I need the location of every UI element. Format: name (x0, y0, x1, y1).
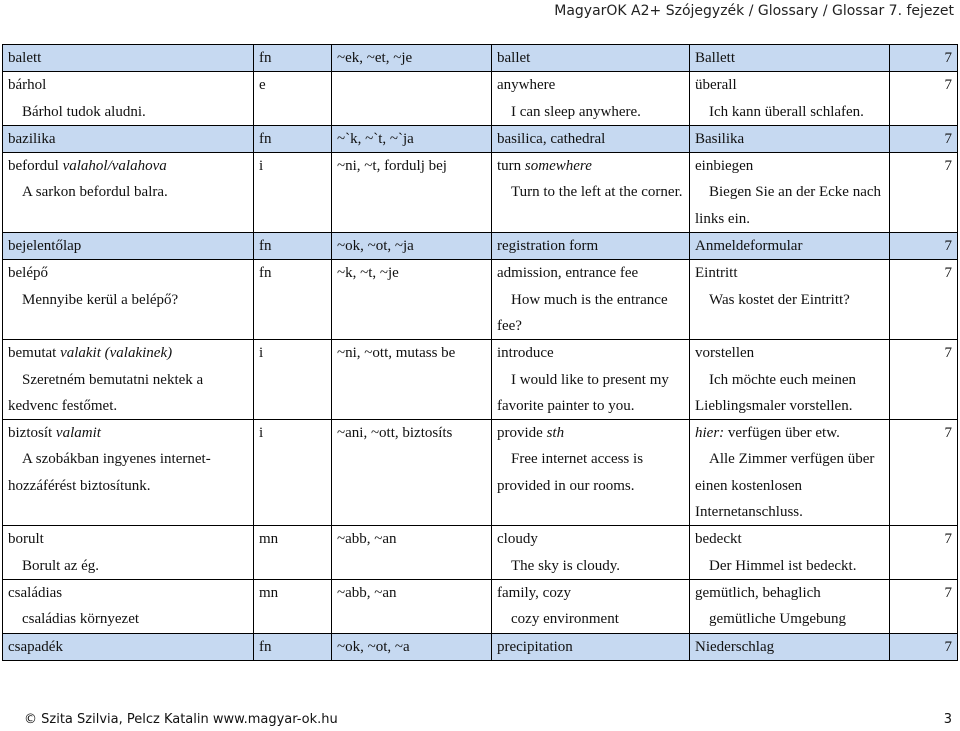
table-row (3, 125, 958, 152)
chapter-cell: 7 (890, 125, 958, 152)
page-header: MagyarOK A2+ Szójegyzék / Glossary / Glossar 7. fejezet (554, 3, 954, 19)
table-row (3, 579, 958, 633)
hungarian-cell: családias családias környezet (3, 579, 254, 633)
hungarian-cell: biztosít valamit A szobákban ingyenes internet-hozzáférést biztosítunk. (3, 420, 254, 526)
english-cell: registration form (492, 233, 690, 260)
table-row (3, 340, 958, 420)
forms-cell: ~abb, ~an (332, 526, 492, 580)
table-row (3, 72, 958, 126)
pos-cell: i (254, 340, 332, 420)
forms-cell: ~ni, ~ott, mutass be (332, 340, 492, 420)
forms-cell: ~ni, ~t, fordulj bej (332, 153, 492, 233)
page-number: 3 (943, 712, 952, 727)
chapter-cell: 7 (890, 579, 958, 633)
table-row (3, 233, 958, 260)
english-cell: family, cozy cozy environment (492, 579, 690, 633)
pos-cell: i (254, 153, 332, 233)
chapter-cell: 7 (890, 153, 958, 233)
pos-cell: fn (254, 125, 332, 152)
english-cell: introduce I would like to present my favorite painter to you. (492, 340, 690, 420)
chapter-cell: 7 (890, 526, 958, 580)
english-cell: basilica, cathedral (492, 125, 690, 152)
hungarian-cell: csapadék (3, 633, 254, 660)
table-row (3, 420, 958, 526)
german-cell: gemütlich, behaglich gemütliche Umgebung (690, 579, 890, 633)
chapter-cell: 7 (890, 45, 958, 72)
english-cell: precipitation (492, 633, 690, 660)
german-cell: einbiegen Biegen Sie an der Ecke nach links ein. (690, 153, 890, 233)
pos-cell: e (254, 72, 332, 126)
hungarian-cell: belépő Mennyibe kerül a belépő? (3, 260, 254, 340)
glossary-table (2, 44, 958, 661)
german-cell: Ballett (690, 45, 890, 72)
pos-cell: mn (254, 579, 332, 633)
hungarian-cell: befordul valahol/valahova A sarkon befordul balra. (3, 153, 254, 233)
german-cell: Basilika (690, 125, 890, 152)
forms-cell: ~ani, ~ott, biztosíts (332, 420, 492, 526)
footer-credit: © Szita Szilvia, Pelcz Katalin www.magyar-ok.hu (24, 712, 338, 727)
table-row (3, 633, 958, 660)
forms-cell: ~`k, ~`t, ~`ja (332, 125, 492, 152)
english-cell: turn somewhere Turn to the left at the corner. (492, 153, 690, 233)
chapter-cell: 7 (890, 420, 958, 526)
forms-cell: ~ok, ~ot, ~a (332, 633, 492, 660)
table-row (3, 260, 958, 340)
hungarian-cell: bemutat valakit (valakinek) Szeretném bemutatni nektek a kedvenc festőmet. (3, 340, 254, 420)
chapter-cell: 7 (890, 260, 958, 340)
english-cell: anywhere I can sleep anywhere. (492, 72, 690, 126)
chapter-cell: 7 (890, 340, 958, 420)
english-cell: cloudy The sky is cloudy. (492, 526, 690, 580)
german-cell: bedeckt Der Himmel ist bedeckt. (690, 526, 890, 580)
german-cell: überall Ich kann überall schlafen. (690, 72, 890, 126)
forms-cell (332, 72, 492, 126)
german-cell: Anmeldeformular (690, 233, 890, 260)
hungarian-cell: bazilika (3, 125, 254, 152)
pos-cell: mn (254, 526, 332, 580)
hungarian-cell: bárhol Bárhol tudok aludni. (3, 72, 254, 126)
pos-cell: fn (254, 260, 332, 340)
german-cell: Niederschlag (690, 633, 890, 660)
pos-cell: fn (254, 633, 332, 660)
german-cell: hier: verfügen über etw. Alle Zimmer verfügen über einen kostenlosen Internetanschluss. (690, 420, 890, 526)
page-footer (24, 712, 952, 730)
english-cell: admission, entrance fee How much is the entrance fee? (492, 260, 690, 340)
chapter-cell: 7 (890, 233, 958, 260)
table-row (3, 45, 958, 72)
chapter-cell: 7 (890, 72, 958, 126)
english-cell: provide sth Free internet access is provided in our rooms. (492, 420, 690, 526)
table-row (3, 526, 958, 580)
hungarian-cell: borult Borult az ég. (3, 526, 254, 580)
english-cell: ballet (492, 45, 690, 72)
forms-cell: ~k, ~t, ~je (332, 260, 492, 340)
forms-cell: ~abb, ~an (332, 579, 492, 633)
table-row (3, 153, 958, 233)
hungarian-cell: balett (3, 45, 254, 72)
pos-cell: fn (254, 45, 332, 72)
pos-cell: fn (254, 233, 332, 260)
hungarian-cell: bejelentőlap (3, 233, 254, 260)
german-cell: vorstellen Ich möchte euch meinen Lieblingsmaler vorstellen. (690, 340, 890, 420)
german-cell: Eintritt Was kostet der Eintritt? (690, 260, 890, 340)
chapter-cell: 7 (890, 633, 958, 660)
forms-cell: ~ok, ~ot, ~ja (332, 233, 492, 260)
pos-cell: i (254, 420, 332, 526)
forms-cell: ~ek, ~et, ~je (332, 45, 492, 72)
